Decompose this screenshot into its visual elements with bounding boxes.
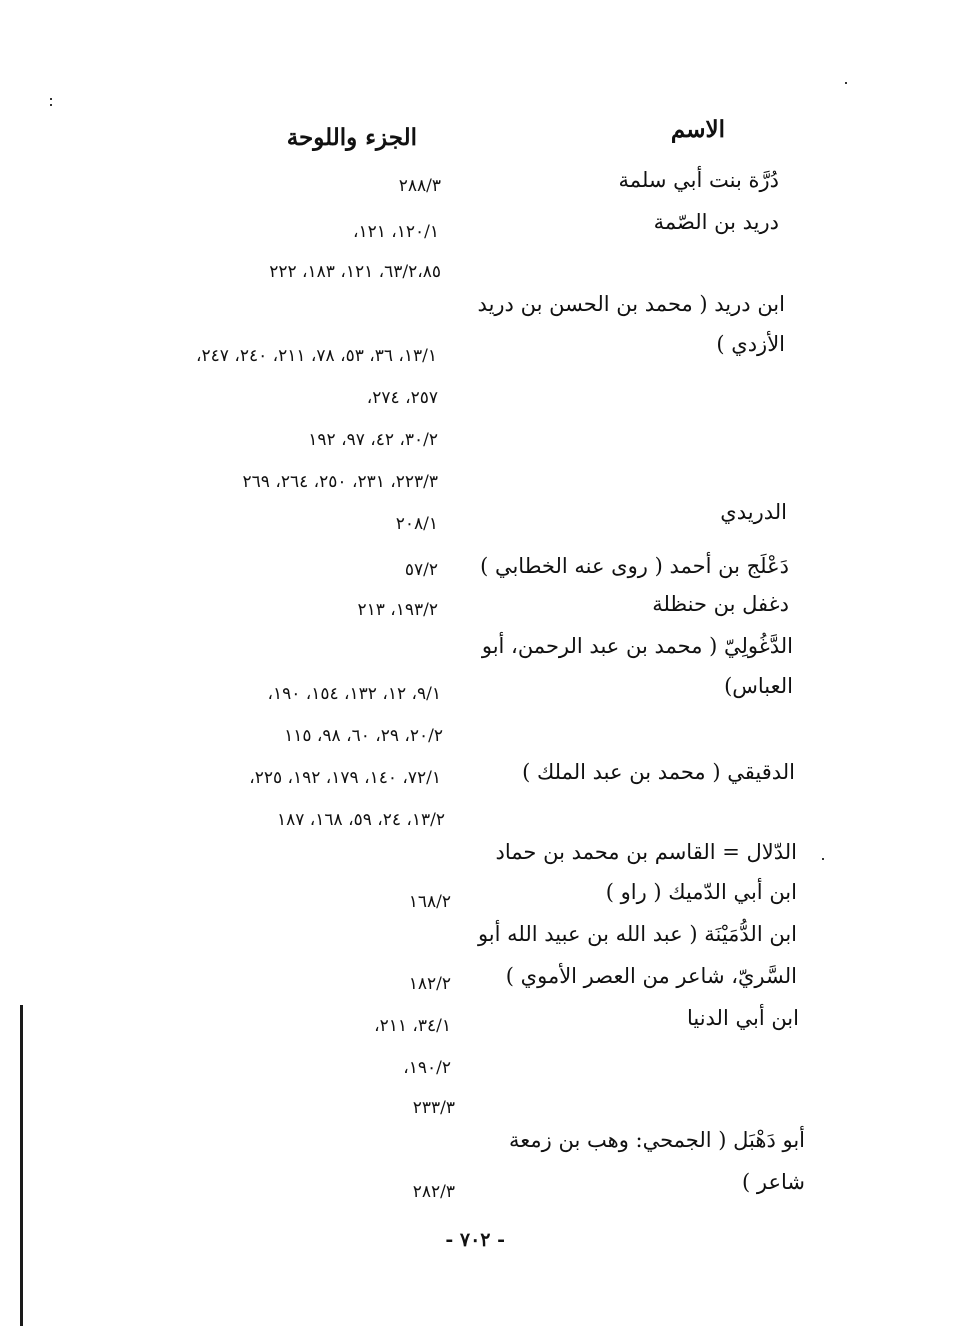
entry-name: الدَّغُولِيّ ( محمد بن عبد الرحمن، أبو: [481, 634, 793, 658]
entry-name: شاعر ): [742, 1170, 805, 1194]
entry-name: ابن أبي الدنيا: [686, 1006, 799, 1030]
entry-ref: ٣٤/١، ٢١١،: [374, 1016, 451, 1036]
entry-ref: ١٩٠/٢،: [403, 1058, 451, 1078]
entry-name: ابن الدُّمَيْنَة ( عبد الله بن عبيد الله أبو: [477, 922, 797, 946]
scan-speck: [822, 858, 824, 860]
entry-ref: ٢٠٨/١: [395, 514, 438, 534]
entry-name: الأزدي ): [716, 332, 785, 356]
entry-name: ابن دريد ( محمد بن الحسن بن دريد: [477, 292, 785, 316]
scan-edge-line: [20, 1005, 23, 1326]
entry-ref: ٢٨٢/٣: [412, 1182, 455, 1202]
entry-ref: ١٨٢/٢: [408, 974, 451, 994]
entry-name: العباس): [724, 674, 793, 698]
entry-ref: ٢٥٧، ٢٧٤،: [366, 388, 438, 408]
scan-speck: [845, 82, 847, 84]
scan-speck: [50, 98, 52, 100]
volume-plate-column-header: الجزء واللوحة: [286, 124, 417, 151]
entry-name: الدقيقي ( محمد بن عبد الملك ): [522, 760, 795, 784]
entry-ref: ٢٢٣/٣، ٢٣١، ٢٥٠، ٢٦٤، ٢٦٩: [242, 472, 438, 492]
entry-ref: ٢٣٣/٣: [412, 1098, 455, 1118]
entry-name: دغفل بن حنظلة: [652, 592, 789, 616]
entry-ref: ١٩٣/٢، ٢١٣: [357, 600, 438, 620]
entry-name: دُرَّة بنت أبي سلمة: [618, 168, 779, 192]
entry-name: الدّلال = القاسم بن محمد بن حماد: [495, 840, 797, 864]
entry-ref: ٥٧/٢: [404, 560, 438, 580]
entry-ref: ١٣/٢، ٢٤، ٥٩، ١٦٨، ١٨٧: [276, 810, 445, 830]
entry-ref: ١٢٠/١، ١٢١،: [352, 222, 439, 242]
entry-ref: ٩/١، ١٢، ١٣٢، ١٥٤، ١٩٠،: [267, 684, 441, 704]
scan-speck: [50, 104, 52, 106]
entry-ref: ١٦٨/٢: [408, 892, 451, 912]
entry-name: السَّريّ، شاعر من العصر الأموي ): [505, 964, 797, 988]
entry-ref: ٧٢/١، ١٤٠، ١٧٩، ١٩٢، ٢٢٥،: [249, 768, 441, 788]
entry-name: دَعْلَج بن أحمد ( روى عنه الخطابي ): [480, 554, 789, 578]
entry-name: الدريدي: [720, 500, 787, 524]
entry-ref: ٢٠/٢، ٢٩، ٦٠، ٩٨، ١١٥: [284, 726, 443, 746]
entry-ref: ٢٨٨/٣: [398, 176, 441, 196]
entry-ref: ٦٣/٢،٨٥، ١٢١، ١٨٣، ٢٢٢: [269, 262, 441, 282]
entry-name: دريد بن الصّمة: [653, 210, 779, 234]
entry-name: أبو دَهْبَل ( الجمحي: وهب بن زمعة: [509, 1128, 805, 1152]
entry-ref: ٣٠/٢، ٤٢، ٩٧، ١٩٢: [308, 430, 438, 450]
name-column-header: الاسم: [670, 116, 725, 143]
entry-ref: ١٣/١، ٣٦، ٥٣، ٧٨، ٢١١، ٢٤٠، ٢٤٧،: [196, 346, 437, 366]
page-number: - ٧٠٢ -: [445, 1229, 505, 1251]
entry-name: ابن أبي الدّميك ( راو ): [605, 880, 797, 904]
